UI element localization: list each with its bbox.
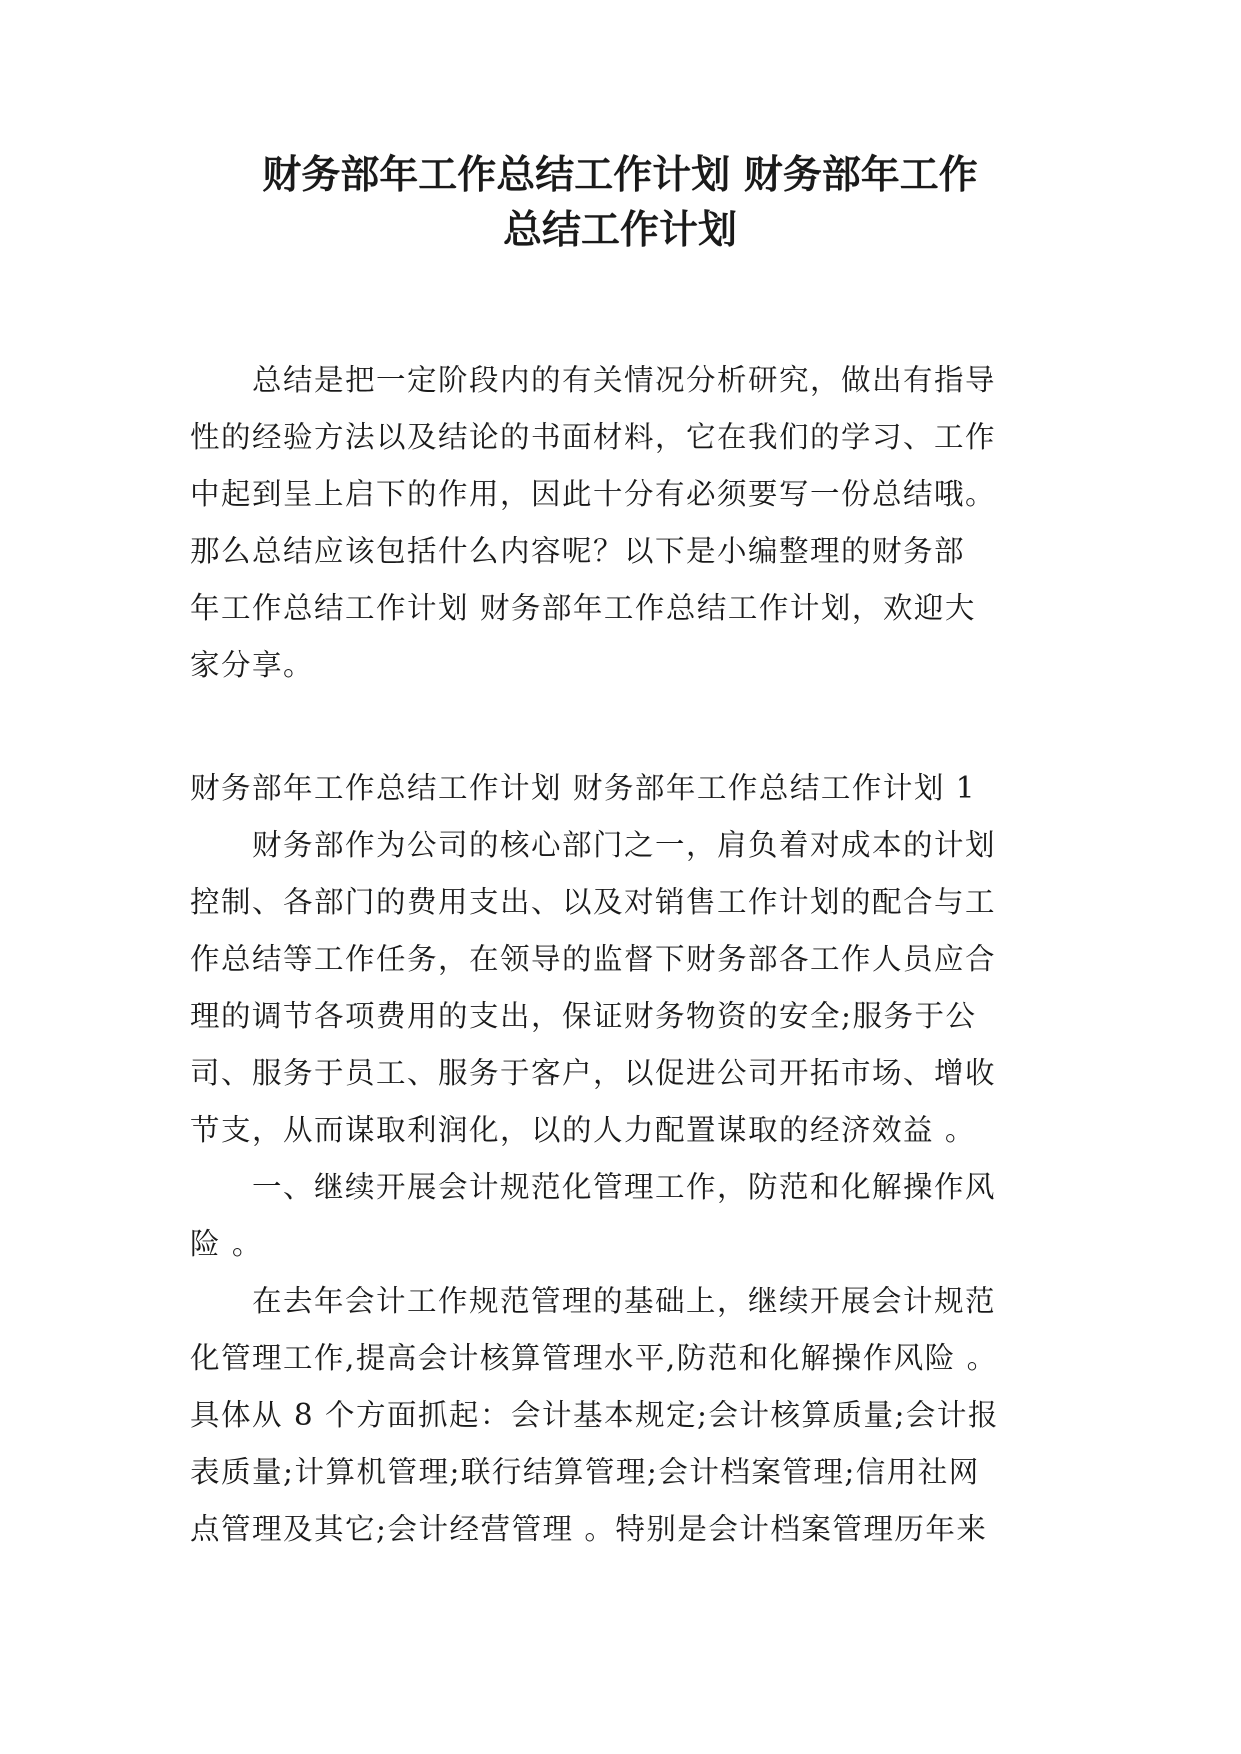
document-title (150, 148, 1090, 258)
text-line: 控制、各部门的费用支出、以及对销售工作计划的配合与工 (190, 885, 997, 919)
text-line: 理的调节各项费用的支出，保证财务物资的安全;服务于公 (190, 999, 977, 1033)
text-line: 节支，从而谋取利润化，以的人力配置谋取的经济效益 。 (190, 1113, 976, 1147)
text-line: 财务部作为公司的核心部门之一，肩负着对成本的计划 (252, 828, 997, 862)
intro-paragraph (190, 352, 1050, 694)
text-line: 在去年会计工作规范管理的基础上，继续开展会计规范 (252, 1284, 997, 1318)
text-line: 点管理及其它;会计经营管理 。特别是会计档案管理历年来 (190, 1512, 988, 1546)
title-line-1: 财务部年工作总结工作计划 财务部年工作 (262, 152, 978, 198)
section-heading: 财务部年工作总结工作计划 财务部年工作总结工作计划 1 (190, 771, 977, 805)
text-line: 表质量;计算机管理;联行结算管理;会计档案管理;信用社网 (190, 1455, 980, 1489)
text-line: 险 。 (190, 1227, 263, 1261)
text-line: 家分享。 (190, 648, 315, 682)
title-line-2: 总结工作计划 (502, 207, 737, 253)
subheading-line: 一、继续开展会计规范化管理工作，防范和化解操作风 (252, 1170, 997, 1204)
text-line: 作总结等工作任务，在领导的监督下财务部各工作人员应合 (190, 942, 997, 976)
text-line: 年工作总结工作计划 财务部年工作总结工作计划，欢迎大 (190, 591, 976, 625)
text-line: 化管理工作,提高会计核算管理水平,防范和化解操作风险 。 (190, 1341, 998, 1375)
section-1 (190, 760, 1050, 1558)
text-line: 具体从 8 个方面抓起：会计基本规定;会计核算质量;会计报 (190, 1398, 999, 1432)
text-line: 性的经验方法以及结论的书面材料，它在我们的学习、工作 (190, 420, 997, 454)
text-line: 中起到呈上启下的作用，因此十分有必须要写一份总结哦。 (190, 477, 997, 511)
text-line: 总结是把一定阶段内的有关情况分析研究，做出有指导 (252, 363, 997, 397)
text-line: 那么总结应该包括什么内容呢？以下是小编整理的财务部 (190, 534, 966, 568)
text-line: 司、服务于员工、服务于客户，以促进公司开拓市场、增收 (190, 1056, 997, 1090)
